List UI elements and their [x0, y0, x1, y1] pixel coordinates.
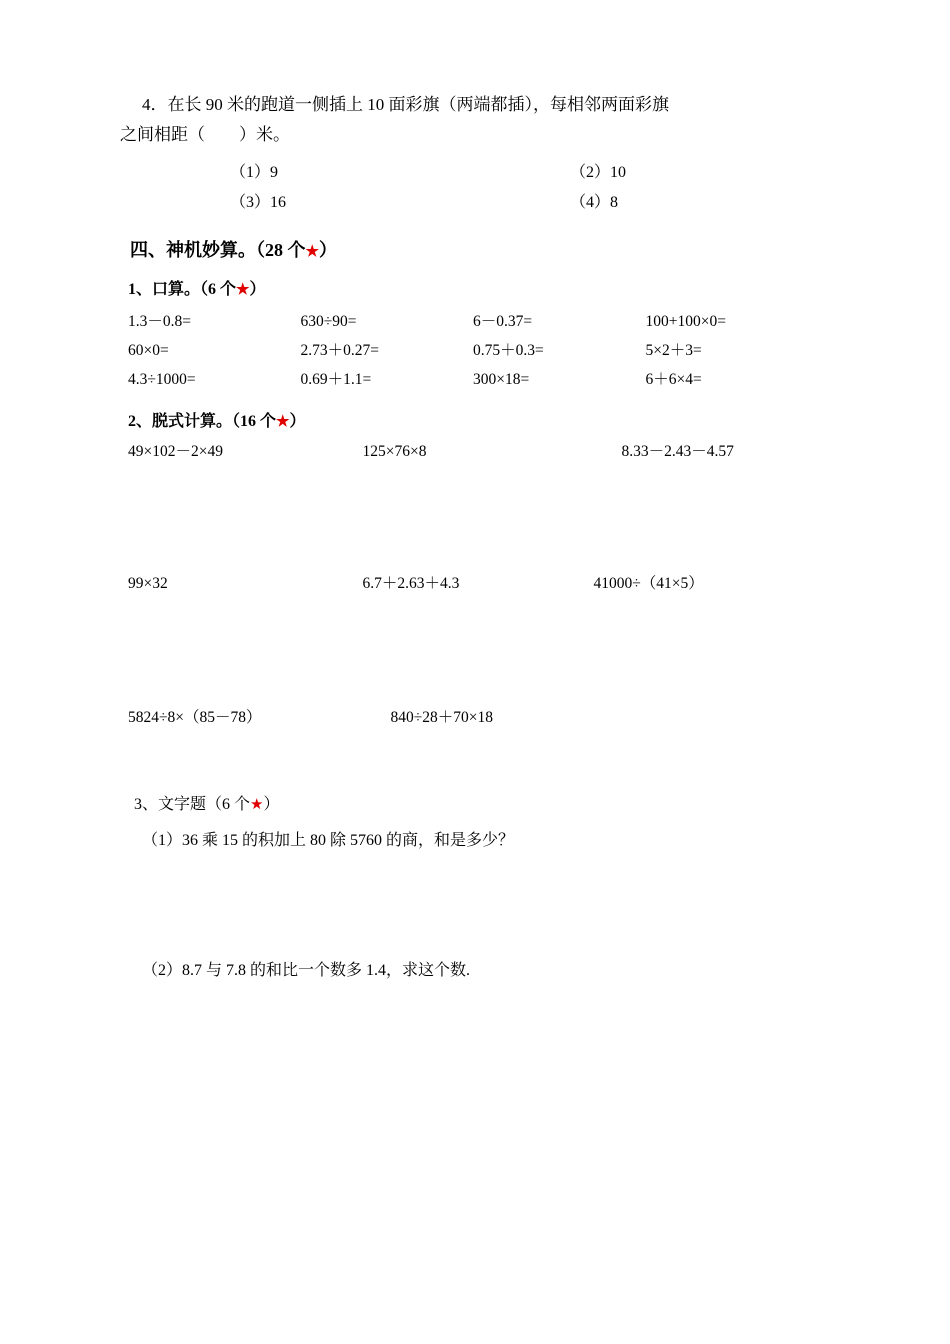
stepwise-calculation-grid — [128, 439, 828, 731]
oral-item: 100+100×0= — [645, 313, 726, 330]
calc-item: 49×102－2×49 — [128, 443, 223, 460]
calc-item: 840÷28＋70×18 — [390, 709, 493, 726]
part-1-heading — [128, 276, 830, 299]
oral-item: 0.69＋1.1= — [300, 371, 372, 388]
star-icon: ★ — [305, 244, 319, 260]
oral-item: 5×2＋3= — [645, 342, 702, 359]
oral-item: 60×0= — [128, 342, 169, 359]
question-4-line-2: 之间相距（ ）米。 — [120, 125, 290, 144]
part-2-title-before: 2、脱式计算。（16 个 — [128, 413, 277, 430]
oral-row — [128, 365, 818, 394]
calc-item: 8.33－2.43－4.57 — [621, 443, 734, 460]
oral-row — [128, 336, 818, 365]
oral-item: 6－0.37= — [473, 313, 533, 330]
calc-item: 6.7＋2.63＋4.3 — [362, 575, 460, 592]
calc-item: 41000÷（41×5） — [593, 575, 704, 592]
calc-item: 125×76×8 — [362, 443, 427, 460]
part-2-heading — [128, 408, 830, 431]
calc-row — [128, 571, 828, 597]
question-4-choices — [120, 158, 830, 218]
oral-item: 1.3－0.8= — [128, 313, 191, 330]
calc-row — [128, 439, 828, 465]
oral-item: 4.3÷1000= — [128, 371, 196, 388]
star-icon: ★ — [276, 414, 290, 430]
part-3-title-after: ） — [263, 796, 280, 813]
choice-row-1 — [230, 158, 830, 188]
section-4-title-before: 四、神机妙算。（28 个 — [130, 240, 306, 260]
page-content — [120, 90, 830, 984]
section-4-title-after: ） — [318, 240, 337, 260]
question-4-text-line-2 — [120, 120, 830, 150]
section-4-heading — [130, 236, 830, 262]
choice-option-2[interactable]: （2）10 — [570, 164, 627, 181]
part-3-title-before: 3、文字题（6 个 — [134, 796, 251, 813]
choice-option-3[interactable]: （3）16 — [230, 194, 287, 211]
calc-item: 99×32 — [128, 575, 168, 592]
calc-item: 5824÷8×（85－78） — [128, 709, 262, 726]
text-question-1: （1）36 乘 15 的积加上 80 除 5760 的商，和是多少？ — [142, 832, 515, 849]
oral-calculation-grid — [128, 307, 818, 394]
star-icon: ★ — [236, 282, 250, 298]
oral-item: 6＋6×4= — [645, 371, 702, 388]
oral-item: 300×18= — [473, 371, 530, 388]
text-question-2: （2）8.7 与 7.8 的和比一个数多 1.4，求这个数. — [142, 962, 471, 979]
oral-item: 630÷90= — [300, 313, 357, 330]
part-3-heading — [134, 791, 830, 814]
question-4-text — [120, 90, 830, 120]
calc-row — [128, 705, 828, 731]
part-2-title-after: ） — [289, 413, 306, 430]
part-1-title-after: ） — [249, 281, 266, 298]
oral-item: 2.73＋0.27= — [300, 342, 379, 359]
oral-item: 0.75＋0.3= — [473, 342, 544, 359]
choice-option-4[interactable]: （4）8 — [570, 194, 619, 211]
choice-row-2 — [230, 188, 830, 218]
star-icon: ★ — [250, 797, 264, 813]
question-4-line-1: 4．在长 90 米的跑道一侧插上 10 面彩旗（两端都插），每相邻两面彩旗 — [142, 95, 669, 114]
oral-row — [128, 307, 818, 336]
choice-option-1[interactable]: （1）9 — [230, 164, 279, 181]
part-1-title-before: 1、口算。（6 个 — [128, 281, 237, 298]
